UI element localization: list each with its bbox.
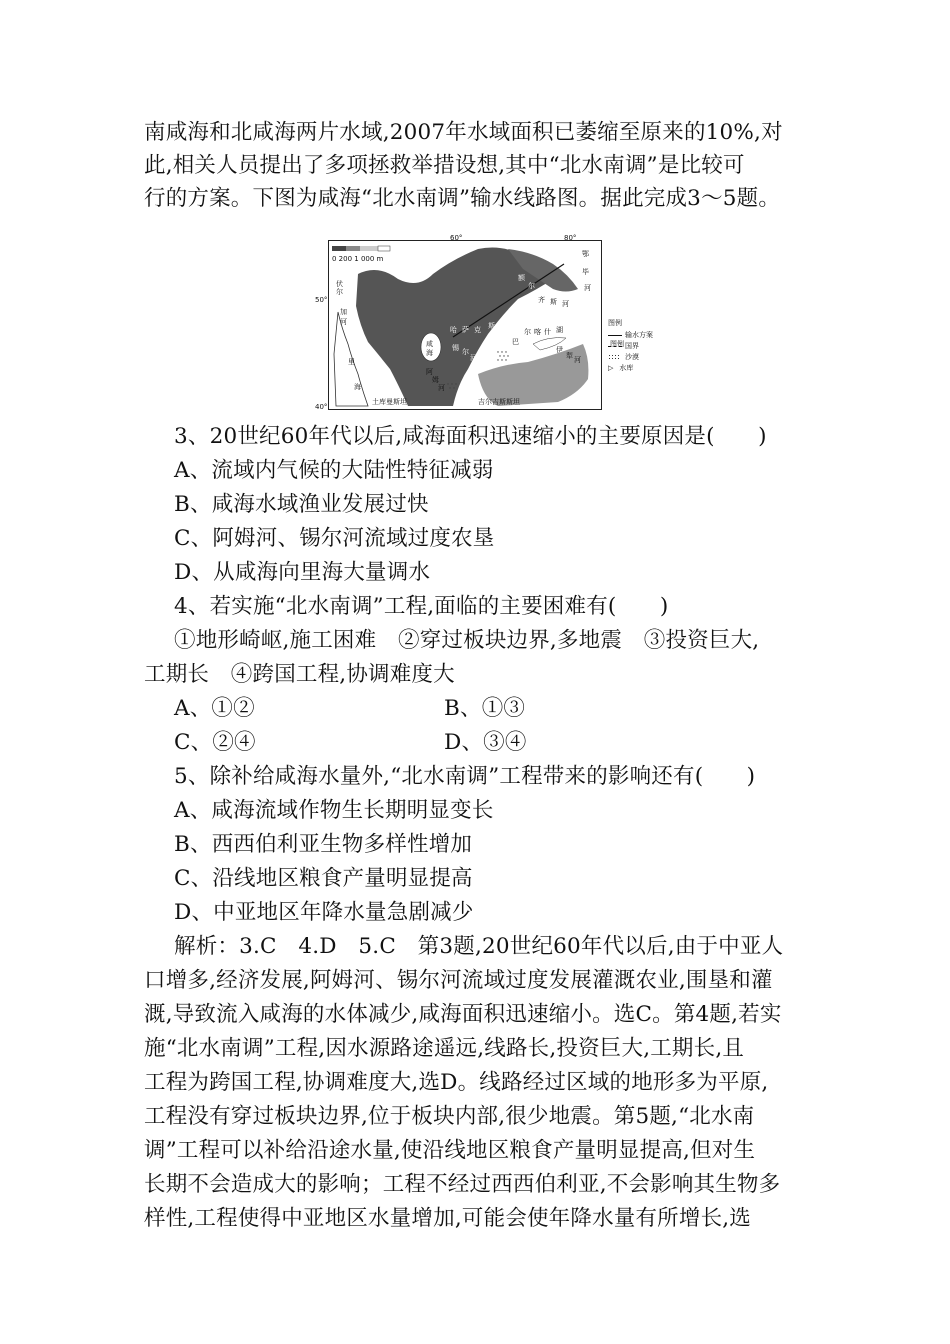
aral-sea-water-transfer-map [315,234,624,411]
lon-label-80: 80° [564,234,577,242]
q3-option-d: D、从咸海向里海大量调水 [174,560,431,585]
q5-option-a: A、咸海流域作物生长期明显变长 [174,798,494,823]
analysis-line-6: 工程没有穿过板块边界,位于板块内部,很少地震。第5题,“北水南 [144,1104,755,1129]
analysis-line-9: 样性,工程使得中亚地区水量增加,可能会使年降水量有所增长,选 [144,1206,752,1231]
label-yi: 伊 [556,346,563,354]
label-a: 阿 [426,368,433,376]
label-fu: 伏 [336,280,343,288]
border-line-icon [608,346,622,347]
intro-line-2: 此,相关人员提出了多项拯救举措设想,其中“北水南调”是比较可 [144,153,745,178]
label-si2: 斯 [550,298,557,306]
label-shi: 什 [544,328,551,336]
label-jia: 加 [340,308,347,316]
q4-option-b: B、①③ [444,696,526,721]
q5-option-c: C、沿线地区粮食产量明显提高 [174,866,473,891]
legend-item-desert [608,352,678,363]
label-si: 斯 [488,322,495,330]
label-xi-he: 河 [470,354,477,362]
intro-line-3: 行的方案。下图为咸海“北水南调”输水线路图。据此完成3～5题。 [144,186,781,211]
label-xi-er: 尔 [462,348,469,356]
analysis-line-4: 施“北水南调”工程,因水源路途遥远,线路长,投资巨大,工期长,且 [144,1036,745,1061]
label-ba: 巴 [512,338,519,346]
q4-option-d: D、③④ [444,730,527,755]
legend-route-label: 输水方案 [625,331,653,339]
label-amu-he: 河 [438,384,445,392]
lon-label-60: 60° [450,234,463,242]
desert-swatch-icon [608,354,620,360]
label-li: 里 [348,358,355,366]
label-ha: 哈 [450,326,457,334]
legend-item-reservoir [608,363,678,374]
label-xian-hai: 海 [426,349,433,357]
scale-bar [332,246,390,263]
legend-heading: 图例 [608,319,622,327]
label-li-river: 犁 [566,352,573,360]
label-qi: 齐 [538,296,545,304]
label-xi: 锡 [452,344,459,352]
label-bi: 毕 [582,268,589,276]
label-he: 河 [340,318,347,326]
label-hu: 湖 [556,326,563,334]
q4-stem: 4、若实施“北水南调”工程,面临的主要困难有( ) [174,594,669,619]
legend-title: 图例 [610,340,624,348]
legend-reservoir-label: 水库 [619,364,634,372]
q3-option-c: C、阿姆河、锡尔河流域过度农垦 [174,526,495,551]
label-hai: 海 [354,383,361,391]
label-ebi: 鄂 [582,250,589,258]
label-e-er: 尔 [528,282,535,290]
lat-label-40: 40° [315,403,328,411]
scale-label: 0 200 1 000 m [332,255,384,263]
analysis-line-2: 口增多,经济发展,阿姆河、锡尔河流域过度发展灌溉农业,围垦和灌 [144,968,773,993]
analysis-line-1: 解析：3.C 4.D 5.C 第3题,20世纪60年代以后,由于中亚人 [174,934,784,959]
label-yili-he: 河 [574,356,581,364]
q5-option-b: B、西西伯利亚生物多样性增加 [174,832,473,857]
q4-options-row-2 [174,728,674,758]
legend-border-label: 国界 [625,342,639,350]
label-ebi-he: 河 [584,284,591,292]
label-sa: 萨 [462,326,469,334]
label-xian: 咸 [426,340,433,348]
analysis-line-5: 工程为跨国工程,协调难度大,选D。线路经过区域的地形多为平原, [144,1070,769,1095]
legend-box [608,330,678,374]
analysis-line-3: 溉,导致流入咸海的水体减少,咸海面积迅速缩小。选C。第4题,若实 [144,1002,782,1027]
q5-stem: 5、除补给咸海水量外,“北水南调”工程带来的影响还有( ) [174,764,756,789]
label-mu: 姆 [432,376,439,384]
label-turkmenistan: 土库曼斯坦 [372,398,407,406]
q3-option-a: A、流域内气候的大陆性特征减弱 [174,458,494,483]
q3-option-b: B、咸海水域渔业发展过快 [174,492,429,517]
legend-item-border [608,341,678,352]
label-er: 尔 [336,288,343,296]
lat-label-50: 50° [315,296,328,304]
q4-items-line-1: ①地形崎岖,施工困难 ②穿过板块边界,多地震 ③投资巨大, [174,628,760,653]
legend-desert-label: 沙漠 [625,353,639,361]
reservoir-triangle-icon: ▷ [608,364,614,372]
route-line-icon [608,335,622,336]
label-e: 额 [518,274,525,282]
label-ka: 喀 [534,328,541,336]
q5-option-d: D、中亚地区年降水量急剧减少 [174,900,474,925]
legend-item-route [608,330,678,341]
label-kyrgyzstan: 吉尔吉斯斯坦 [478,398,520,406]
label-tan: 坦 [500,322,507,330]
q4-items-line-2: 工期长 ④跨国工程,协调难度大 [144,662,455,687]
q4-options-row-1 [174,694,674,724]
q4-option-c: C、②④ [174,730,256,755]
label-he2: 河 [562,300,569,308]
label-ba-er: 尔 [524,328,531,336]
q3-stem: 3、20世纪60年代以后,咸海面积迅速缩小的主要原因是( ) [174,424,767,449]
intro-line-1: 南咸海和北咸海两片水域,2007年水域面积已萎缩至原来的10%,对 [144,120,783,145]
q4-option-a: A、①② [174,696,255,721]
analysis-line-7: 调”工程可以补给沿途水量,使沿线地区粮食产量明显提高,但对生 [144,1138,756,1163]
label-ke: 克 [474,326,481,334]
analysis-line-8: 长期不会造成大的影响；工程不经过西西伯利亚,不会影响其生物多 [144,1172,781,1197]
